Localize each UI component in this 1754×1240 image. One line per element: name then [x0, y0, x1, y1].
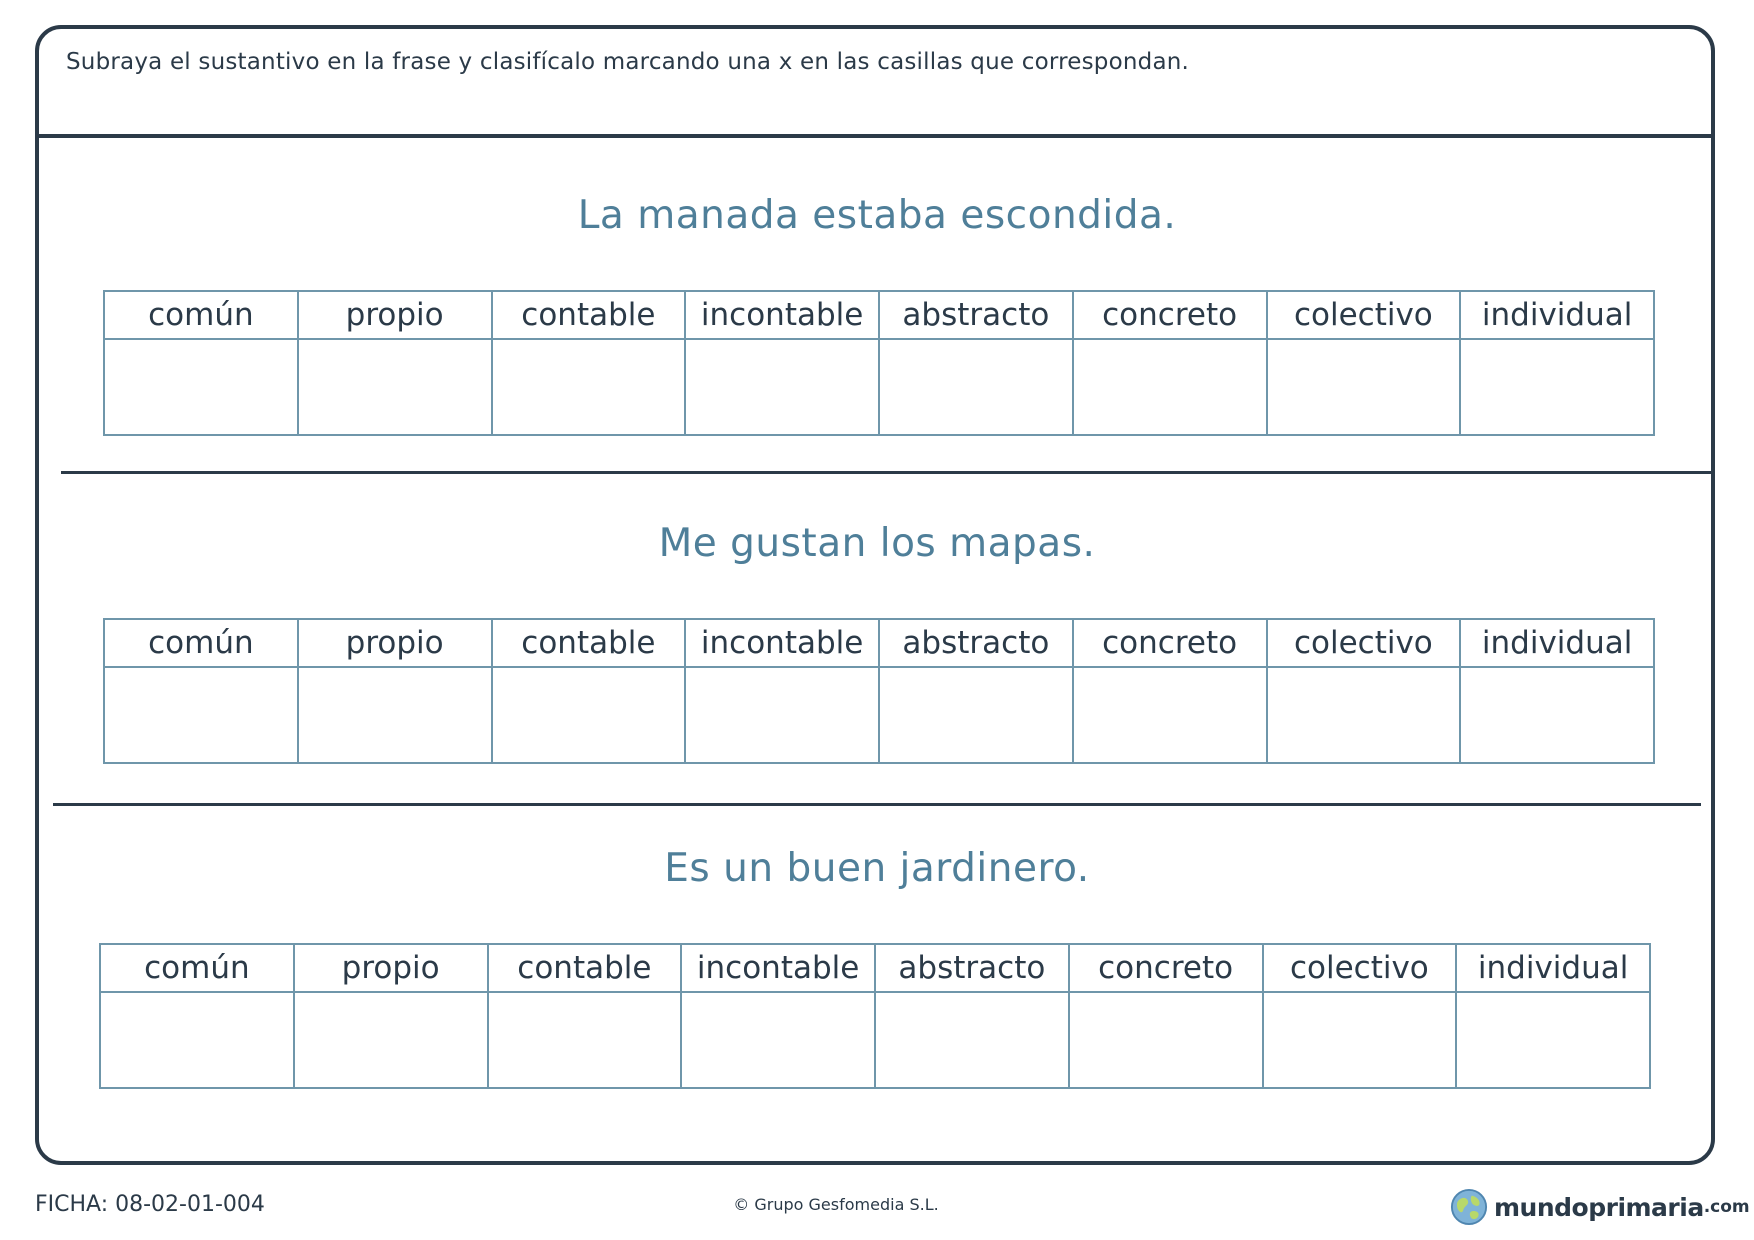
answer-box-propio[interactable] — [298, 667, 492, 763]
column-header-comun: común — [104, 619, 298, 667]
column-header-contable: contable — [492, 291, 686, 339]
exercise-1-table — [103, 290, 1655, 436]
exercise-3-header-row — [100, 944, 1650, 992]
column-header-individual: individual — [1460, 619, 1654, 667]
column-header-abstracto: abstracto — [879, 291, 1073, 339]
column-header-colectivo: colectivo — [1263, 944, 1457, 992]
brand-name: mundoprimaria — [1494, 1192, 1704, 1222]
answer-box-individual[interactable] — [1460, 667, 1654, 763]
exercise-1-header-row — [104, 291, 1654, 339]
answer-box-individual[interactable] — [1460, 339, 1654, 435]
column-header-incontable: incontable — [685, 291, 879, 339]
exercise-2-header-row — [104, 619, 1654, 667]
answer-box-contable[interactable] — [488, 992, 682, 1088]
answer-box-incontable[interactable] — [681, 992, 875, 1088]
exercise-2-answer-row — [104, 667, 1654, 763]
column-header-contable: contable — [488, 944, 682, 992]
instruction-text: Subraya el sustantivo en la frase y clasifícalo marcando una x en las casillas que correspondan. — [66, 49, 1190, 75]
column-header-incontable: incontable — [685, 619, 879, 667]
brand-logo — [1450, 1185, 1750, 1229]
answer-box-colectivo[interactable] — [1263, 992, 1457, 1088]
answer-box-contable[interactable] — [492, 667, 686, 763]
answer-box-concreto[interactable] — [1073, 667, 1267, 763]
column-header-concreto: concreto — [1073, 619, 1267, 667]
section-divider-2 — [53, 803, 1701, 806]
column-header-propio: propio — [294, 944, 488, 992]
answer-box-propio[interactable] — [298, 339, 492, 435]
column-header-incontable: incontable — [681, 944, 875, 992]
column-header-concreto: concreto — [1069, 944, 1263, 992]
answer-box-colectivo[interactable] — [1267, 667, 1461, 763]
column-header-individual: individual — [1460, 291, 1654, 339]
column-header-abstracto: abstracto — [879, 619, 1073, 667]
answer-box-concreto[interactable] — [1069, 992, 1263, 1088]
exercise-2-sentence: Me gustan los mapas. — [658, 521, 1096, 566]
answer-box-colectivo[interactable] — [1267, 339, 1461, 435]
answer-box-incontable[interactable] — [685, 339, 879, 435]
answer-box-concreto[interactable] — [1073, 339, 1267, 435]
column-header-concreto: concreto — [1073, 291, 1267, 339]
copyright-notice: © Grupo Gesfomedia S.L. — [733, 1195, 939, 1214]
answer-box-abstracto[interactable] — [875, 992, 1069, 1088]
answer-box-propio[interactable] — [294, 992, 488, 1088]
exercise-1-sentence: La manada estaba escondida. — [577, 193, 1177, 238]
answer-box-contable[interactable] — [492, 339, 686, 435]
answer-box-comun[interactable] — [104, 667, 298, 763]
header-divider — [39, 134, 1711, 138]
answer-box-abstracto[interactable] — [879, 667, 1073, 763]
answer-box-incontable[interactable] — [685, 667, 879, 763]
column-header-contable: contable — [492, 619, 686, 667]
worksheet-code: FICHA: 08-02-01-004 — [35, 1192, 265, 1217]
column-header-colectivo: colectivo — [1267, 291, 1461, 339]
column-header-colectivo: colectivo — [1267, 619, 1461, 667]
brand-tld: .com — [1703, 1197, 1750, 1217]
exercise-1-answer-row — [104, 339, 1654, 435]
column-header-comun: común — [104, 291, 298, 339]
exercise-2-table — [103, 618, 1655, 764]
exercise-3-answer-row — [100, 992, 1650, 1088]
exercise-3-sentence: Es un buen jardinero. — [664, 846, 1090, 891]
answer-box-comun[interactable] — [104, 339, 298, 435]
column-header-comun: común — [100, 944, 294, 992]
column-header-abstracto: abstracto — [875, 944, 1069, 992]
answer-box-abstracto[interactable] — [879, 339, 1073, 435]
globe-icon — [1450, 1188, 1488, 1226]
column-header-individual: individual — [1456, 944, 1650, 992]
column-header-propio: propio — [298, 291, 492, 339]
answer-box-individual[interactable] — [1456, 992, 1650, 1088]
section-divider-1 — [61, 471, 1711, 474]
exercise-3-table — [99, 943, 1651, 1089]
answer-box-comun[interactable] — [100, 992, 294, 1088]
column-header-propio: propio — [298, 619, 492, 667]
